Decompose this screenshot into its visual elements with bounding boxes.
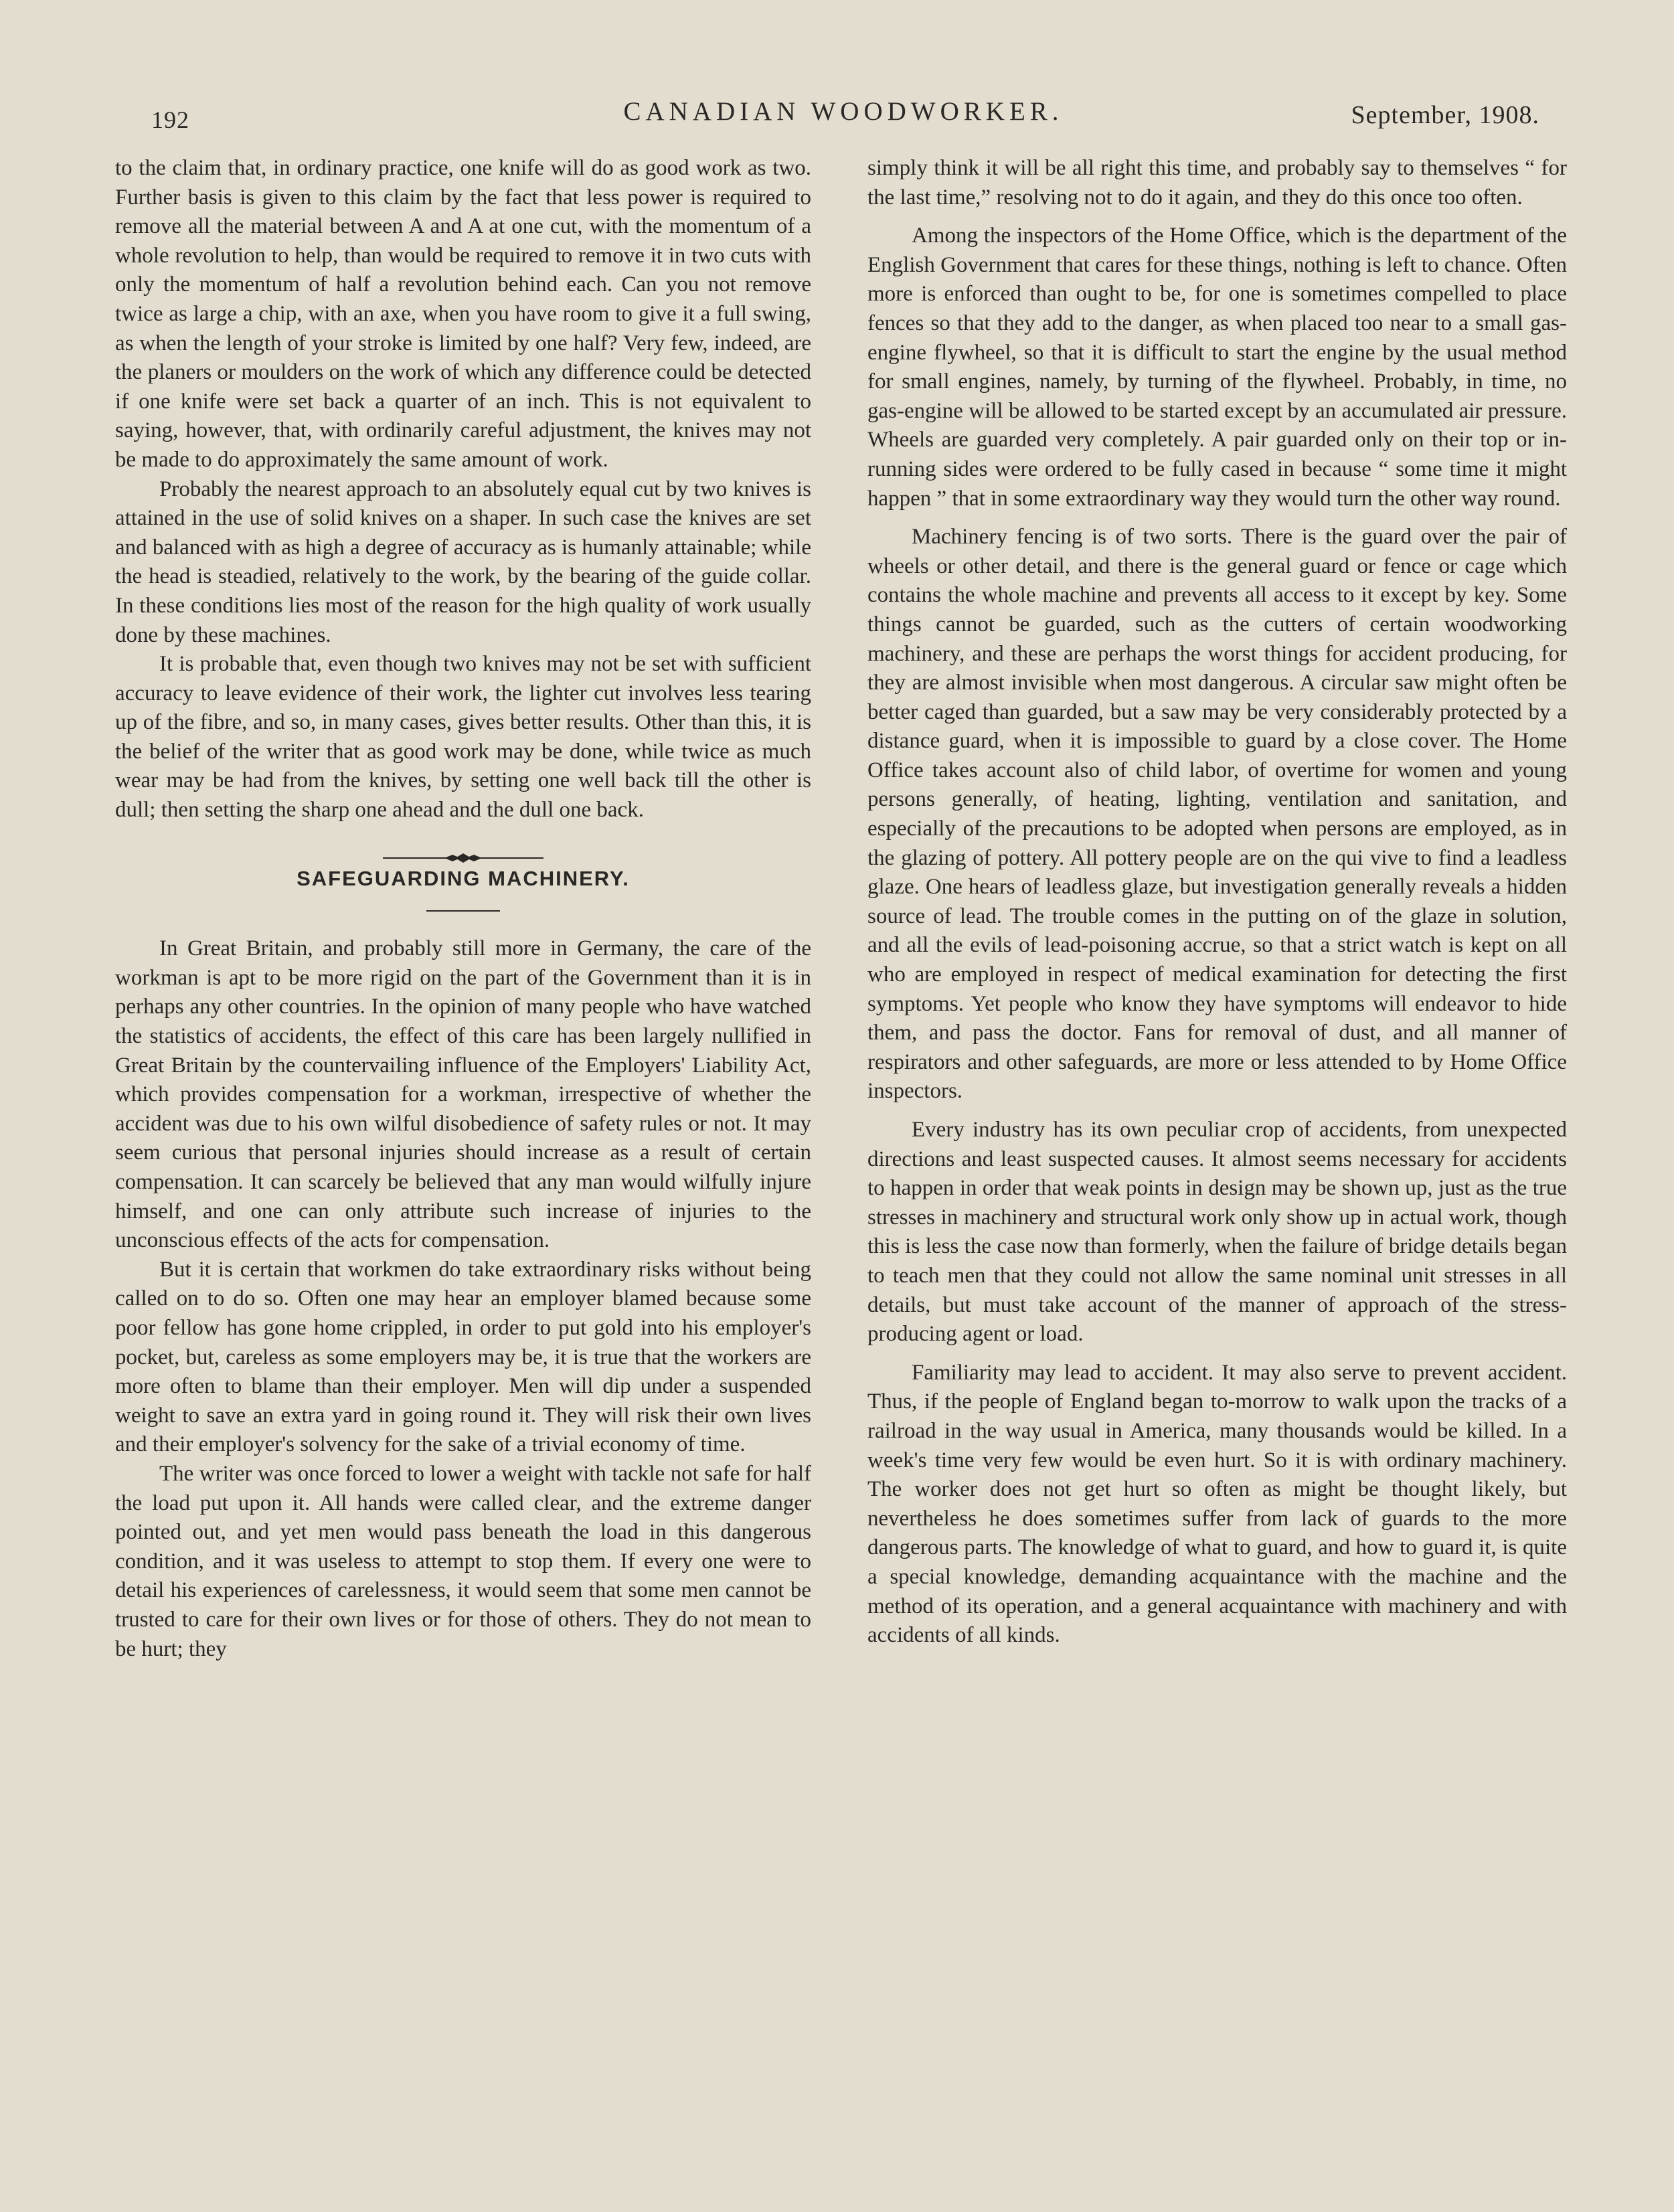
paragraph: Familiarity may lead to accident. It may also serve to prevent accident. Thus, if the people of England began to-morrow to walk upon the tracks of a railroad in the way usual in America, many thousands would be killed. In a week's time very few would be even hurt. So it is with ordinary machinery. The worker does not get hurt so often as might be thought likely, but nevertheless he does sometimes suffer from lack of guards to the more dangerous parts. The knowledge of what to guard, and how to guard it, is quite a special knowledge, demanding acquaintance with the machine and the method of its operation, and a general acquaintance with machinery and with accidents of all kinds. — [867, 1360, 1567, 1648]
page-number: 192 — [151, 106, 189, 133]
paragraph: In Great Britain, and probably still more in Germany, the care of the workman is apt to be more rigid on the part of the Government than it is in perhaps any other countries. In the opinion of many people who have watched the statistics of accidents, the effect of this care has been largely nullified in Great Britain by the countervailing influence of the Employers' Liability Act, which provides compensation for a workman, irrespective of whether the accident was due to his own wilful disobedience of safety rules or not. It may seem curious that personal injuries should increase as a result of certain compensation. It can scarcely be believed that any man would wilfully injure himself, and one can only attribute such increase of injuries to the unconscious effects of the acts for compensation. — [115, 936, 811, 1253]
section-ornament — [115, 843, 811, 856]
running-header — [147, 94, 1539, 134]
paragraph: Probably the nearest approach to an absolutely equal cut by two knives is attained in the use of solid knives on a shaper. In such case the knives are set and balanced with as high a degree of accuracy as is humanly attainable; while the head is steadied, relatively to the work, by the bearing of the guide collar. In these conditions lies most of the reason for the high quality of work usually done by these machines. — [115, 477, 811, 647]
section-headline: SAFEGUARDING MACHINERY. — [297, 866, 630, 890]
paragraph: The writer was once forced to lower a weight with tackle not safe for half the load put upon it. All hands were called clear, and the extreme danger pointed out, and yet men would pass beneath the load in this dangerous condition, and it was useless to attempt to stop them. If every one were to detail his experiences of carelessness, it would seem that some men cannot be trusted to care for their own lives or for those of others. They do not mean to be hurt; they — [115, 1461, 811, 1661]
publication-title: CANADIAN WOODWORKER. — [623, 97, 1064, 126]
paragraph: It is probable that, even though two knives may not be set with sufficient accuracy to leave evidence of their work, the lighter cut involves less tearing up of the fibre, and so, in many cases, gives better results. Other than this, it is the belief of the writer that as good work may be done, while twice as much wear may be had from the knives, by setting one well back till the other is dull; then setting the sharp one ahead and the dull one back. — [115, 652, 811, 823]
right-column — [867, 154, 1567, 1650]
paragraph: Every industry has its own peculiar crop of accidents, from unexpected directions and least suspected causes. It almost seems necessary for accidents to happen in order that weak points in design may be shown up, just as the true stresses in machinery and structural work only show up in actual work, though this is less the case now than formerly, when the failure of bridge details began to teach men that they could not allow the same nominal unit stresses in all details, but must take account of the manner of approach of the stress-producing agent or load. — [867, 1118, 1567, 1347]
paragraph: Machinery fencing is of two sorts. There is the guard over the pair of wheels or other detail, and there is the general guard or fence or cage which contains the whole machine and prevents all access to it except by key. Some things cannot be guarded, such as the cutters of certain woodworking machinery, and these are perhaps the worst things for accident producing, for they are almost invisible when most dangerous. A circular saw might often be better caged than guarded, but a saw may be very considerably protected by a distance guard, when it is impossible to guard by a close cover. The Home Office takes account also of child labor, of overtime for women and young persons generally, of heating, lighting, ventilation and sanitation, and especially of the precautions to be adopted when persons are employed, as in the glazing of pottery. All pottery people are on the qui vive to find a leadless glaze. One hears of leadless glaze, but investigation generally reveals a hidden source of lead. The trouble comes in the putting on of the glaze in solution, and all the evils of lead-poisoning accrue, so that a strict watch is kept on all who are employed in respect of medical examination for detecting the first symptoms. Yet people who know they have symptoms will endeavor to hide them, and pass the doctor. Fans for removal of dust, and all manner of respirators and other safeguards, are more or less attended to by Home Office inspectors. — [867, 525, 1567, 1104]
headline-rule — [426, 910, 500, 912]
paragraph: Among the inspectors of the Home Office, which is the department of the English Government that cares for these things, nothing is left to chance. Often more is enforced than ought to be, for one is sometimes compelled to place fences so that they add to the danger, as when placed too near to a small gas-engine flywheel, so that it is difficult to start the engine by the usual method for small engines, namely, by turning of the flywheel. Probably, in time, no gas-engine will be allowed to be started except by an accumulated air pressure. Wheels are guarded very completely. A pair guarded only on their top or in-running sides were ordered to be fully cased in because “ some time it might happen ” that in some extraordinary way they would turn the other way round. — [867, 224, 1567, 511]
paragraph: But it is certain that workmen do take extraordinary risks without being called on to do so. Often one may hear an employer blamed because some poor fellow has gone home crippled, in order to put gold into his employer's pocket, but, careless as some employers may be, it is true that the workers are more often to blame than their employer. Men will dip under a suspended weight to save an extra yard in going round it. They will risk their own lives and their employer's solvency for the sake of a trivial economy of time. — [115, 1257, 811, 1457]
issue-date: September, 1908. — [1351, 101, 1539, 129]
left-column — [115, 154, 811, 1664]
paragraph: to the claim that, in ordinary practice, one knife will do as good work as two. Further basis is given to this claim by the fact that less power is required to remove all the material between A and A at one cut, with the momentum of a whole revolution to help, than would be required to remove it in two cuts with only the momentum of half a revolution behind each. Can you not remove twice as large a chip, with an axe, when you have room to give it a full swing, as when the length of your stroke is limited by one half? Very few, indeed, are the planers or moulders on the work of which any difference could be detected if one knife were set back a quarter of an inch. This is not equivalent to saying, however, that, with ordinarily careful adjustment, the knives may not be made to do approximately the same amount of work. — [115, 156, 811, 472]
ornament-divider-icon — [383, 853, 543, 863]
paragraph: simply think it will be all right this time, and probably say to themselves “ for the last time,” resolving not to do it again, and they do this once too often. — [867, 156, 1567, 209]
